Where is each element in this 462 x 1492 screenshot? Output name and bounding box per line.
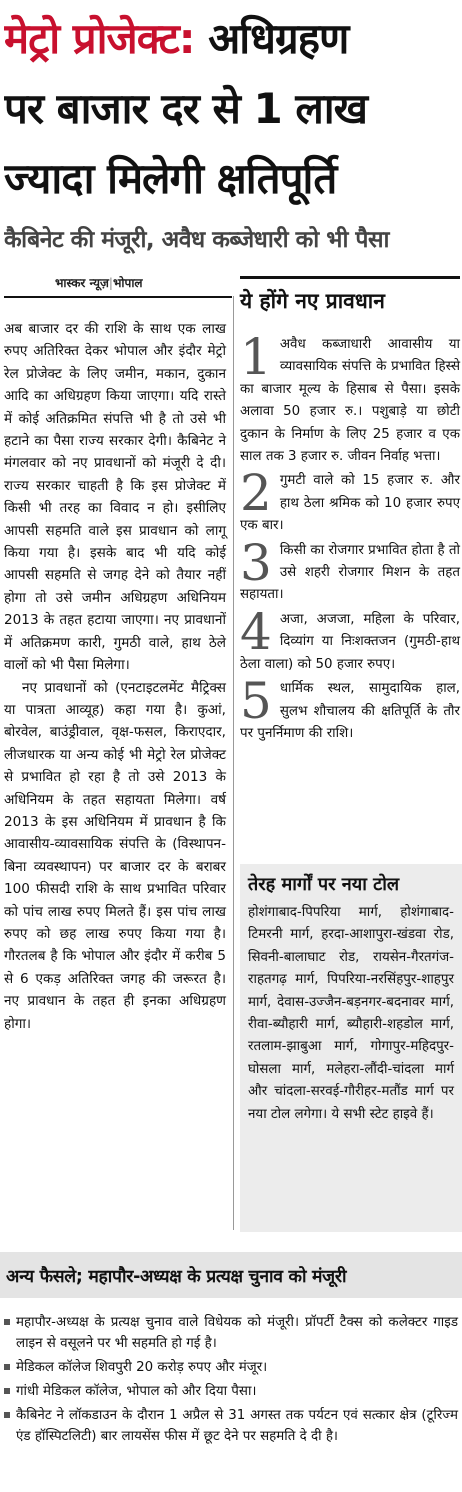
provision-text: अजा, अजजा, महिला के परिवार, दिव्यांग या निःशक्तजन (गुमठी-हाथ ठेला वाला) को 50 हजार रुपए। [240, 611, 460, 672]
byline-city: भोपाल [112, 276, 143, 290]
list-item [4, 1312, 458, 1354]
provision-item [240, 602, 460, 676]
list-item-text: मेडिकल कॉलेज शिवपुरी 20 करोड़ रुपए और मंजूर। [16, 1360, 268, 1375]
headline [4, 4, 458, 214]
column-divider [233, 296, 234, 1230]
other-decisions-list [4, 1312, 458, 1450]
provision-text: गुमटी वाले को 15 हजार रु. और हाथ ठेला श्रमिक को 10 हजार रुपए एक बार। [240, 473, 460, 534]
provision-text: धार्मिक स्थल, सामुदायिक हाल, सुलभ शौचालय की क्षतिपूर्ति के तौर पर पुनर्निमाण की राशि। [240, 681, 460, 741]
other-decisions-title: अन्य फैसले; महापौर-अध्यक्ष के प्रत्यक्ष चुनाव को मंजूरी [6, 1267, 347, 1287]
bullet-icon [4, 1364, 10, 1370]
other-decisions-banner [0, 1252, 462, 1298]
byline-separator: | [108, 276, 113, 290]
provision-item [240, 464, 460, 537]
headline-line-3: ज्यादा मिलेगी क्षतिपूर्ति [4, 154, 337, 203]
toll-box [240, 864, 462, 1232]
bullet-icon [4, 1412, 10, 1418]
headline-line-2: पर बाजार दर से 1 लाख [4, 84, 368, 133]
provision-number: 4 [240, 602, 272, 661]
toll-title: तेरह मार्गों पर नया टोल [248, 874, 400, 895]
provision-number: 2 [240, 464, 272, 523]
article-body [4, 318, 226, 1035]
headline-line-1 [4, 4, 458, 74]
list-item [4, 1381, 458, 1402]
list-item [4, 1357, 458, 1378]
provision-text: किसी का रोजगार प्रभावित होता है तो उसे शहरी रोजगार मिशन के तहत सहायता। [240, 542, 460, 603]
article-paragraph: अब बाजार दर की राशि के साथ एक लाख रुपए अतिरिक्त देकर भोपाल और इंदौर मेट्रो रेल प्रोजेक्ट के लिए जमीन, मकान, दुकान आदि का अधिग्रहण किया जाएगा। यदि रास्ते में कोई अतिक्रमित संपत्ति भी है तो उसे भी हटाने का पैसा राज्य सरकार देगी। कैबिनेट ने मंगलवार को नए प्रावधानों को मंजूरी दे दी। राज्य सरकार चाहती है कि इस प्रोजेक्ट में किसी भी तरह का विवाद न हो। इसीलिए आपसी सहमति वाले इस प्रावधान को लागू किया गया है। इसके बाद भी यदि कोई आपसी सहमति से जगह देने को तैयार नहीं होगा तो उसे जमीन अधिग्रहण अधिनियम 2013 के तहत हटाया जाएगा। नए प्रावधानों में अतिक्रमण कारी, गुमठी वाले, हाथ ठेले वालों को भी पैसा मिलेगा। [4, 321, 226, 674]
list-item-text: गांधी मेडिकल कॉलेज, भोपाल को और दिया पैसा। [16, 1384, 257, 1399]
bullet-icon [4, 1388, 10, 1394]
provisions-list [240, 328, 460, 745]
top-rule [4, 296, 232, 298]
provisions-title: ये होंगे नए प्रावधान [240, 276, 460, 320]
provisions-section [240, 276, 460, 747]
headline-accent: मेट्रो प्रोजेक्ट: [4, 14, 195, 63]
toll-text: होशंगाबाद-पिपरिया मार्ग, होशंगाबाद-टिमरनी मार्ग, हरदा-आशापुरा-खंडवा रोड, सिवनी-बालाघाट रोड, रायसेन-गैरतगंज-राहतगढ़ मार्ग, पिपरिया-नरसिंहपुर-शाहपुर मार्ग, देवास-उज्जैन-बड़नगर-बदनावर मार्ग, रीवा-ब्यौहारी मार्ग, ब्यौहारी-शहडोल मार्ग, रतलाम-झाबुआ मार्ग, गोगापुर-महिदपुर-घोसला मार्ग, मलेहरा-लौंदी-चांदला मार्ग और चांदला-सरवई-गौरीहर-मतौंड मार्ग पर नया टोल लगेगा। ये सभी स्टेट हाइवे हैं। [248, 905, 454, 1122]
byline-agency: भास्कर न्यूज़ [55, 276, 109, 290]
article-paragraph: नए प्रावधानों को (एनटाइटलमेंट मैट्रिक्स या पात्रता आव्यूह) कहा गया है। कुआं, बोरवेल, बाउंड्रीवाल, वृक्ष-फसल, किराएदार, लीजधारक या अन्य कोई भी मेट्रो रेल प्रोजेक्ट से प्रभावित हो रहा है तो उसे 2013 के अधिनियम के तहत सहायता मिलेगा। वर्ष 2013 के इस अधिनियम में प्रावधान है कि आवासीय-व्यावसायिक संपत्ति के (विस्थापन-बिना व्यवस्थापन) पर बाजार दर के बराबर 100 फीसदी राशि के साथ प्रभावित परिवार को पांच लाख रुपए मिलते हैं। इस पांच लाख रुपए को छह लाख रुपए किया गया है। गौरतलब है कि भोपाल और इंदौर में करीब 5 से 6 एकड़ अतिरिक्त जगह की जरूरत है। नए प्रावधान के तहत ही इनका अधिग्रहण होगा। [4, 679, 226, 1032]
subheadline: कैबिनेट की मंजूरी, अवैध कब्जेधारी को भी पैसा [4, 227, 389, 253]
provision-number: 1 [240, 328, 272, 386]
list-item [4, 1405, 458, 1447]
provision-number: 3 [240, 533, 272, 592]
provision-number: 5 [240, 672, 272, 731]
byline [55, 274, 143, 291]
headline-line-1-rest: अधिग्रहण [194, 14, 349, 63]
provision-text: अवैध कब्जाधारी आवासीय या व्यावसायिक संपत्ति के प्रभावित हिस्से का बाजार मूल्य के हिसाब से पैसा। इसके अलावा 50 हजार रु.। पशुबाड़े या छोटी दुकान के निर्माण के लिए 25 हजार व एक साल तक 3 हजार रु. जीवन निर्वाह भत्ता। [240, 337, 460, 465]
list-item-text: महापौर-अध्यक्ष के प्रत्यक्ष चुनाव वाले विधेयक को मंजूरी। प्रॉपर्टी टैक्स को कलेक्टर गाइड लाइन से वसूलने पर भी सहमति हो गई है। [16, 1315, 458, 1351]
bullet-icon [4, 1319, 10, 1325]
provision-item [240, 328, 460, 468]
list-item-text: कैबिनेट ने लॉकडाउन के दौरान 1 अप्रैल से 31 अगस्त तक पर्यटन एवं सत्कार क्षेत्र (टूरिज्म एंड हॉस्पिटलिटी) बार लायसेंस फीस में छूट देने पर सहमति दे दी है। [16, 1408, 458, 1444]
provision-item [240, 533, 460, 607]
provision-item [240, 672, 460, 745]
